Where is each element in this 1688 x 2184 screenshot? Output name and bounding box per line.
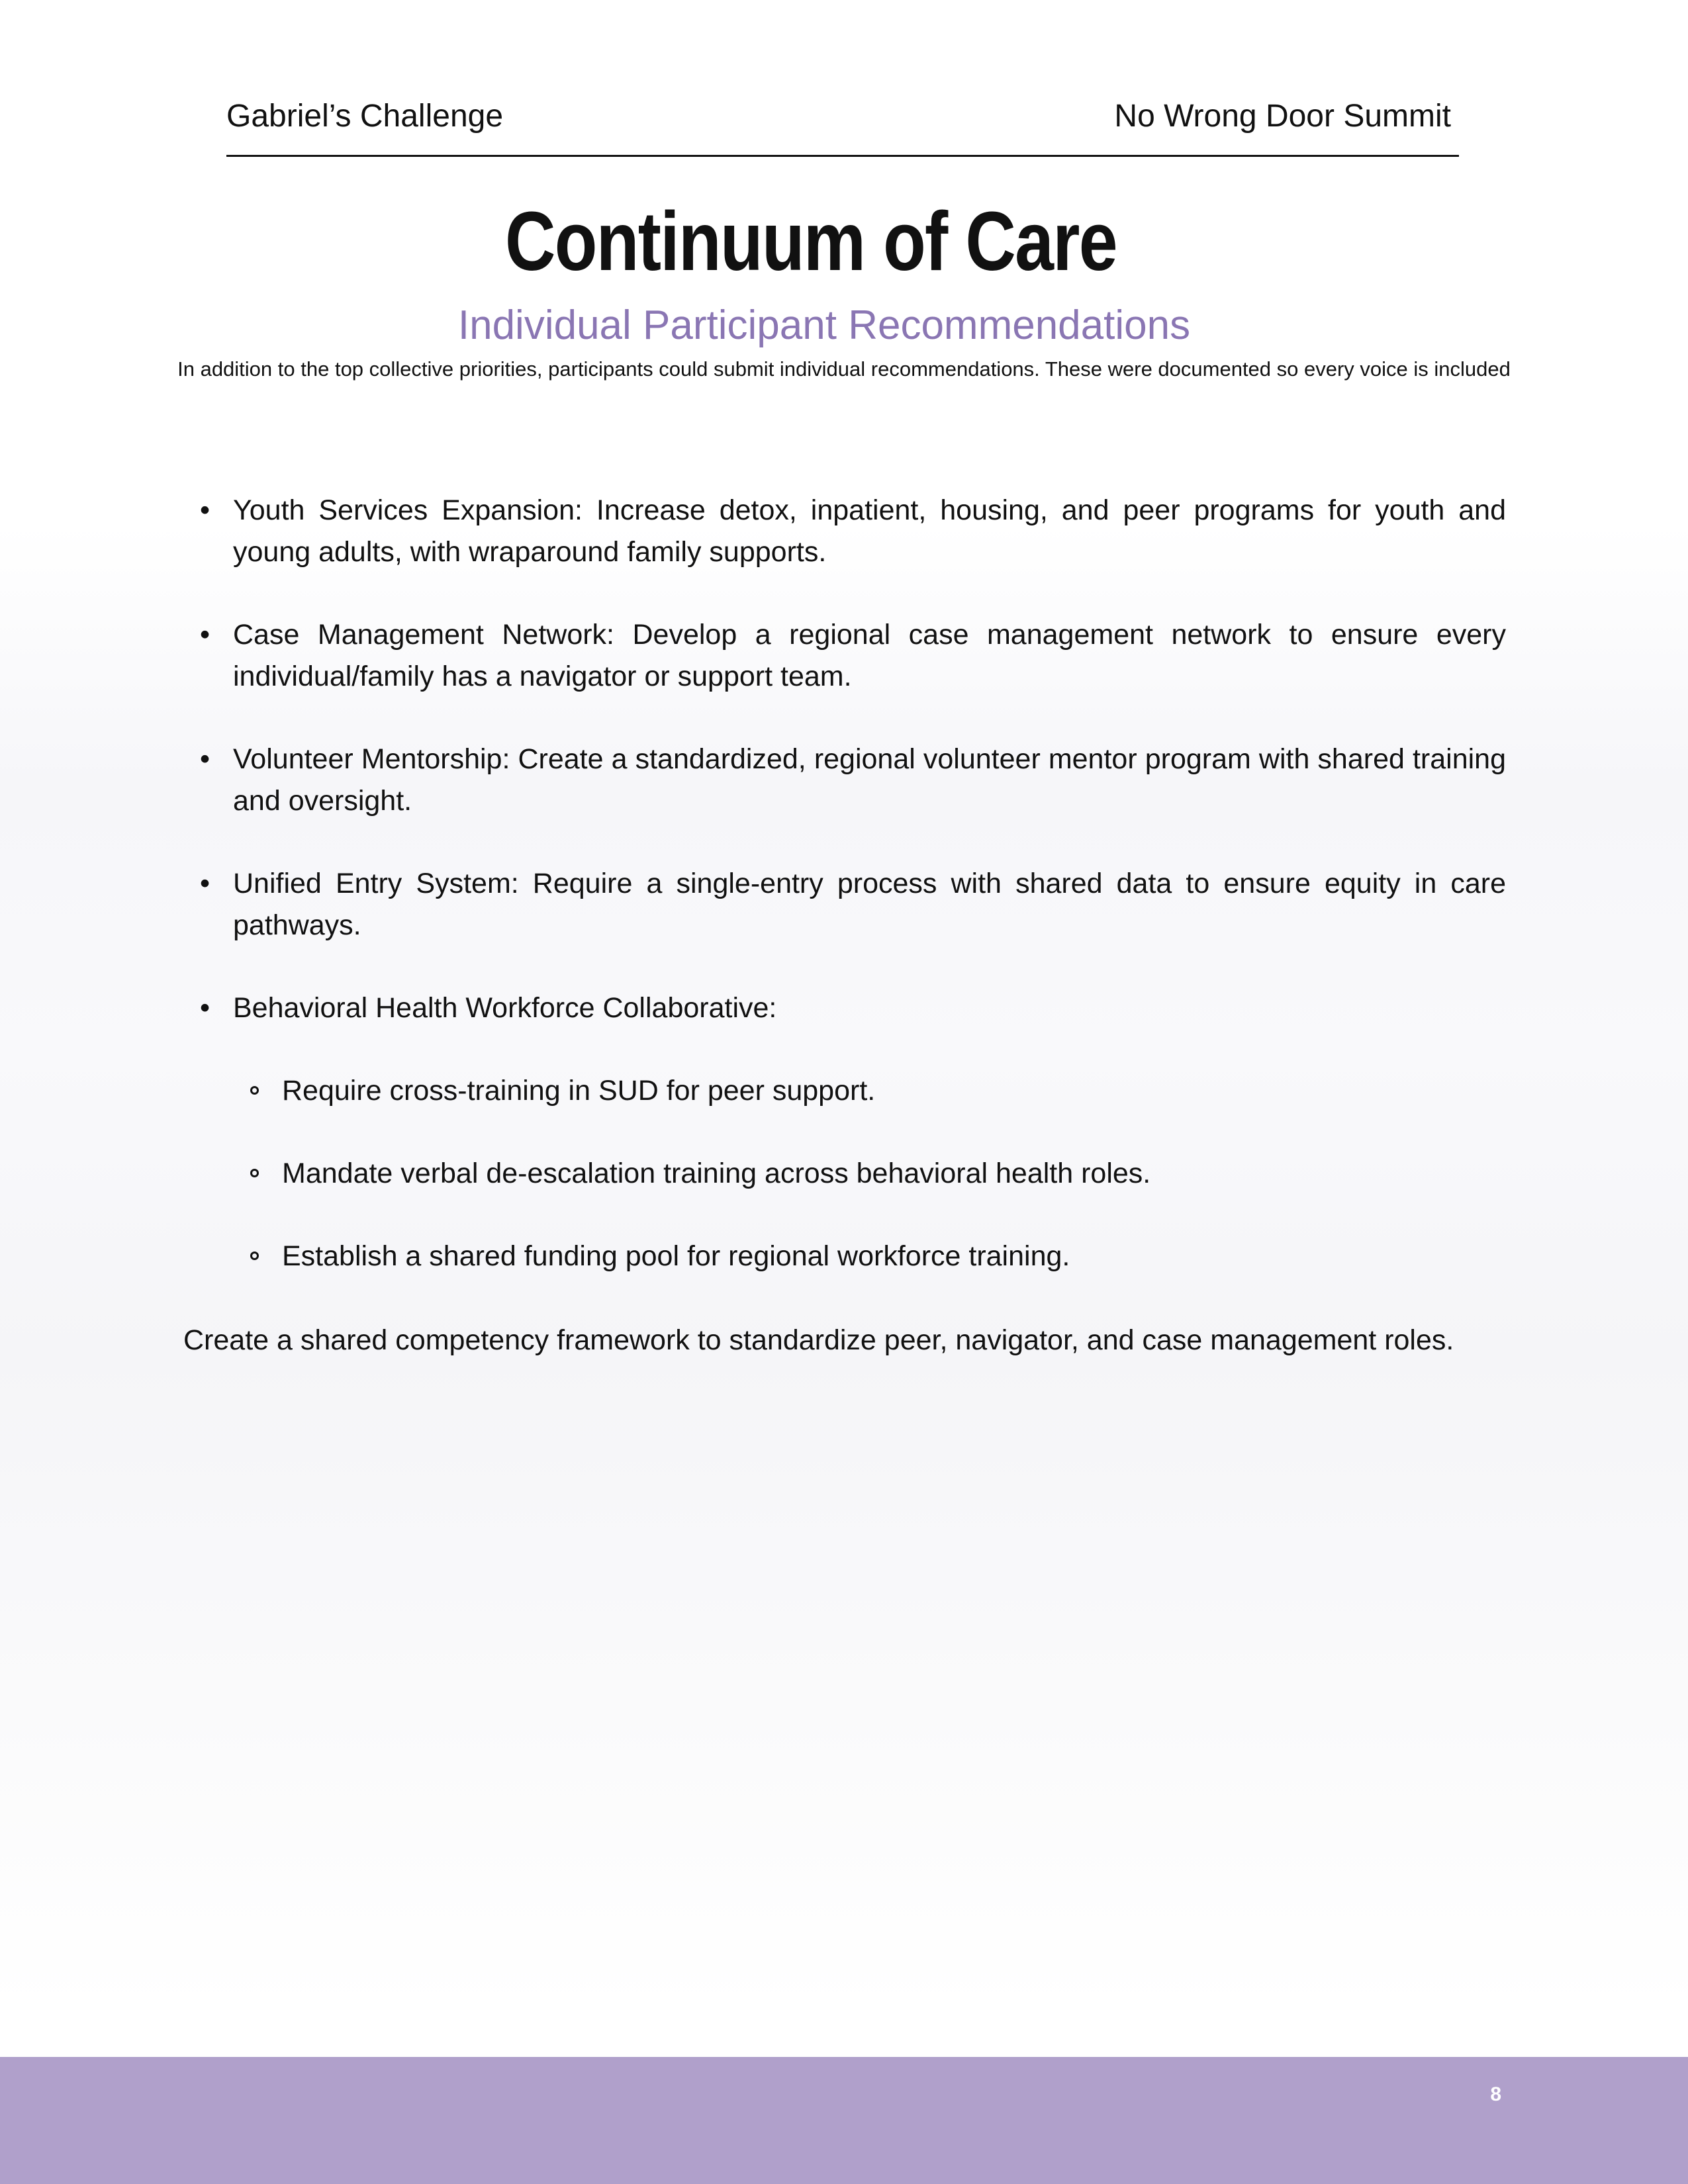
list-item — [192, 614, 1506, 698]
page-footer — [0, 2057, 1688, 2184]
list-item — [192, 490, 1506, 573]
circle-bullet-icon — [250, 1086, 259, 1095]
bullet-icon: • — [200, 494, 211, 526]
list-item — [192, 987, 1506, 1029]
list-item-text: Case Management Network: Develop a regional case management network to ensure every individual/family has a navigator or support team. — [233, 619, 1506, 692]
page-header — [226, 93, 1459, 157]
header-right-title: No Wrong Door Summit — [1114, 99, 1451, 134]
sub-list-item — [192, 1153, 1506, 1195]
circle-bullet-icon — [250, 1251, 259, 1260]
sub-list-item-text: Mandate verbal de-escalation training across behavioral health roles. — [282, 1158, 1151, 1189]
page-subtitle: Individual Participant Recommendations — [457, 302, 1191, 348]
list-item-text: Unified Entry System: Require a single-entry process with shared data to ensure equity in care pathways. — [233, 868, 1506, 941]
page-title: Continuum of Care — [505, 195, 1117, 288]
page-number: 8 — [1490, 2083, 1501, 2105]
header-left-title: Gabriel’s Challenge — [226, 99, 504, 134]
list-item-text: Behavioral Health Workforce Collaborative: — [233, 992, 777, 1024]
sub-list-item — [192, 1236, 1506, 1277]
sub-list-item — [192, 1070, 1506, 1112]
circle-bullet-icon — [250, 1169, 259, 1177]
list-item-text: Youth Services Expansion: Increase detox, inpatient, housing, and peer programs for youth and young adults, with wraparound family supports. — [233, 494, 1506, 568]
bullet-icon: • — [200, 992, 211, 1024]
bullet-icon: • — [200, 868, 211, 899]
closing-paragraph: Create a shared competency framework to standardize peer, navigator, and case management roles. — [183, 1324, 1454, 1356]
intro-text: In addition to the top collective priorities, participants could submit individual recommendations. These were documented so every voice is included — [177, 357, 1511, 381]
bullet-icon: • — [200, 743, 211, 775]
sub-list-item-text: Establish a shared funding pool for regional workforce training. — [282, 1240, 1070, 1272]
list-item — [192, 863, 1506, 946]
recommendations-list — [192, 490, 1506, 1318]
list-item-text: Volunteer Mentorship: Create a standardized, regional volunteer mentor program with shared training and oversight. — [233, 743, 1506, 817]
sub-list-item-text: Require cross-training in SUD for peer support. — [282, 1075, 876, 1107]
list-item — [192, 739, 1506, 822]
bullet-icon: • — [200, 619, 211, 651]
